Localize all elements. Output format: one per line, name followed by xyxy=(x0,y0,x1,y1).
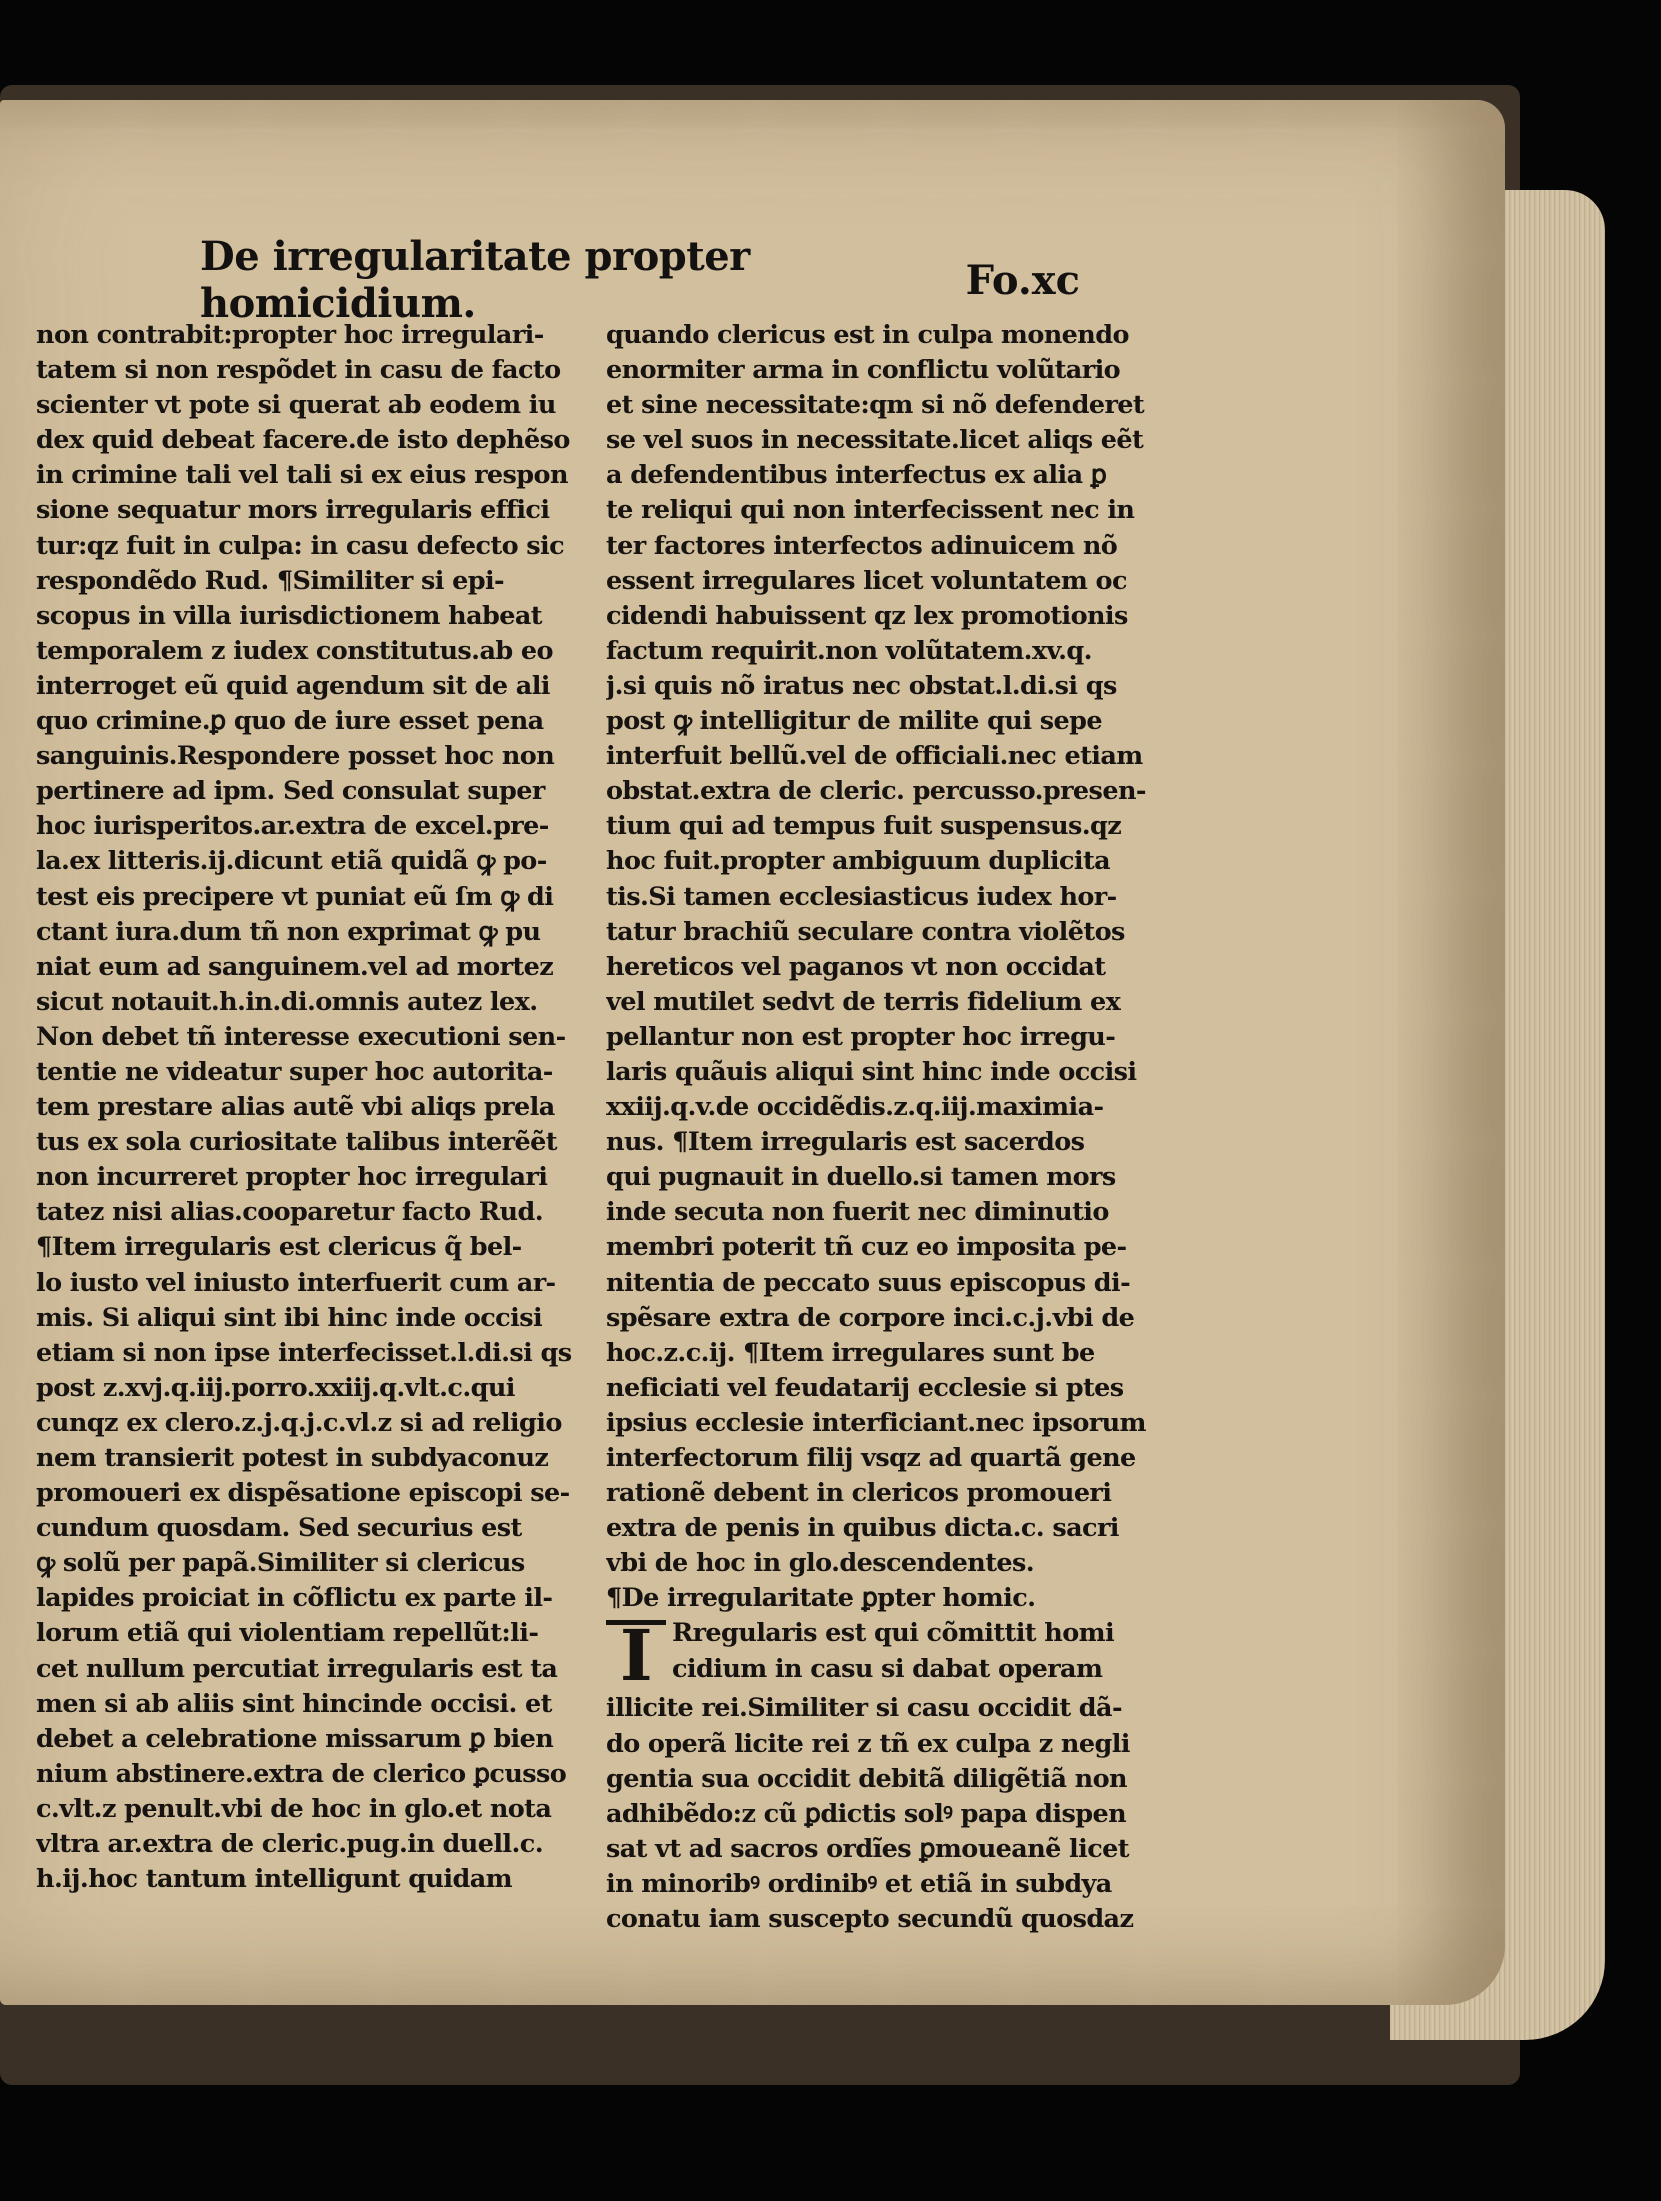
text-line: do operã licite rei z tñ ex culpa z negli xyxy=(606,1728,1130,1759)
text-line: interfuit bellũ.vel de officiali.nec etiam xyxy=(606,741,1143,772)
text-line: ꝙ solũ per papã.Similiter si clericus xyxy=(36,1548,525,1579)
initial-letter: I xyxy=(606,1620,666,1691)
text-line: enormiter arma in conflictu volũtario xyxy=(606,355,1121,386)
text-line: non contrabit:propter hoc irregulari- xyxy=(36,320,544,350)
text-line: tus ex sola curiositate talibus interẽẽt xyxy=(36,1127,557,1158)
text-line: nus. ¶Item irregularis est sacerdos xyxy=(606,1127,1085,1158)
text-line: respondẽdo Rud. ¶Similiter si epi- xyxy=(36,565,505,596)
text-line: in crimine tali vel tali si ex eius respon xyxy=(36,460,568,491)
text-line: ter factores interfectos adinuicem nõ xyxy=(606,530,1118,561)
text-line: cunqz ex clero.z.j.q.j.c.vl.z si ad religio xyxy=(36,1407,562,1438)
text-line: scopus in villa iurisdictionem habeat xyxy=(36,600,542,631)
text-line: laris quãuis aliqui sint hinc inde occisi xyxy=(606,1056,1137,1087)
text-line: sione sequatur mors irregularis effici xyxy=(36,495,550,526)
text-line: niat eum ad sanguinem.vel ad mortez xyxy=(36,951,554,982)
text-line: vltra ar.extra de cleric.pug.in duell.c. xyxy=(36,1829,543,1860)
text-line: rationẽ debent in clericos promoueri xyxy=(606,1478,1112,1509)
running-title: De irregularitate propter homicidium. xyxy=(200,233,750,327)
section-heading: ¶De irregularitate ꝑpter homic. xyxy=(606,1583,1036,1614)
text-line: se vel suos in necessitate.licet aliqs eẽt xyxy=(606,425,1144,456)
text-line: spẽsare extra de corpore inci.c.j.vbi de xyxy=(606,1302,1135,1333)
text-line: tatem si non respõdet in casu de facto xyxy=(36,355,561,386)
text-line: tium qui ad tempus fuit suspensus.qz xyxy=(606,811,1122,842)
text-line: vel mutilet sedvt de terris fidelium ex xyxy=(606,986,1121,1017)
text-line: interfectorum filij vsqz ad quartã gene xyxy=(606,1443,1136,1473)
text-line: et sine necessitate:qm si nõ defenderet xyxy=(606,390,1145,421)
initial-paragraph xyxy=(606,1614,1166,1698)
text-line: lapides proiciat in cõflictu ex parte il- xyxy=(36,1583,553,1614)
text-line: qui pugnauit in duello.si tamen mors xyxy=(606,1162,1116,1193)
text-line: promoueri ex dispẽsatione episcopi se- xyxy=(36,1478,570,1509)
text-line: ipsius ecclesie interficiant.nec ipsorum xyxy=(606,1407,1146,1438)
text-line: neficiati vel feudatarij ecclesie si ptes xyxy=(606,1372,1124,1403)
text-line: temporalem z iudex constitutus.ab eo xyxy=(36,635,553,666)
text-line: factum requirit.non volũtatem.xv.q. xyxy=(606,635,1092,666)
text-line: tis.Si tamen ecclesiasticus iudex hor- xyxy=(606,881,1117,912)
text-line: nitentia de peccato suus episcopus di- xyxy=(606,1267,1131,1298)
text-line: post z.xvj.q.iij.porro.xxiij.q.vlt.c.qui xyxy=(36,1372,515,1403)
text-line: obstat.extra de cleric. percusso.presen- xyxy=(606,776,1146,807)
text-line: a defendentibus interfectus ex alia ꝑ xyxy=(606,460,1107,491)
text-line: h.ij.hoc tantum intelligunt quidam xyxy=(36,1864,513,1895)
text-line: quo crimine.ꝑ quo de iure esset pena xyxy=(36,706,544,737)
text-line: Rregularis est qui cõmittit homi xyxy=(672,1618,1115,1649)
text-line: Non debet tñ interesse executioni sen- xyxy=(36,1021,566,1052)
text-line: hoc fuit.propter ambiguum duplicita xyxy=(606,846,1111,877)
text-line: tem prestare alias autẽ vbi aliqs prela xyxy=(36,1092,555,1123)
text-line: cidium in casu si dabat operam xyxy=(672,1653,1103,1684)
text-line: ctant iura.dum tñ non exprimat ꝙ pu xyxy=(36,916,541,947)
text-line: etiam si non ipse interfecisset.l.di.si qs xyxy=(36,1337,572,1368)
text-line: tatur brachiũ seculare contra violẽtos xyxy=(606,916,1125,947)
text-line: debet a celebratione missarum ꝑ bien xyxy=(36,1723,554,1754)
text-line: illicite rei.Similiter si casu occidit dã- xyxy=(606,1693,1122,1724)
left-column xyxy=(36,318,596,1918)
text-line: hoc.z.c.ij. ¶Item irregulares sunt be xyxy=(606,1337,1095,1368)
text-line: membri poterit tñ cuz eo imposita pe- xyxy=(606,1232,1127,1263)
text-line: extra de penis in quibus dicta.c. sacri xyxy=(606,1513,1119,1544)
text-line: te reliqui qui non interfecissent nec in xyxy=(606,495,1135,526)
text-line: lo iusto vel iniusto interfuerit cum ar- xyxy=(36,1267,556,1298)
text-line: conatu iam suscepto secundũ quosdaz xyxy=(606,1904,1134,1935)
text-line: c.vlt.z penult.vbi de hoc in glo.et nota xyxy=(36,1793,552,1824)
text-line: tatez nisi alias.cooparetur facto Rud. xyxy=(36,1197,543,1228)
text-line: dex quid debeat facere.de isto dephẽso xyxy=(36,425,570,456)
text-line: in minoribꝰ ordinibꝰ et etiã in subdya xyxy=(606,1868,1112,1899)
text-line: tentie ne videatur super hoc autorita- xyxy=(36,1056,553,1087)
text-line: la.ex litteris.ij.dicunt etiã quidã ꝙ po- xyxy=(36,846,547,877)
text-line: cundum quosdam. Sed securius est xyxy=(36,1513,522,1544)
text-line: sanguinis.Respondere posset hoc non xyxy=(36,741,555,772)
text-line: tur:qz fuit in culpa: in casu defecto sic xyxy=(36,530,565,561)
text-line: scienter vt pote si querat ab eodem iu xyxy=(36,390,556,421)
text-line: gentia sua occidit debitã diligẽtiã non xyxy=(606,1763,1127,1794)
text-line: essent irregulares licet voluntatem oc xyxy=(606,565,1127,596)
text-line: interroget eũ quid agendum sit de ali xyxy=(36,670,550,701)
text-line: cidendi habuissent qz lex promotionis xyxy=(606,600,1128,631)
text-line: adhibẽdo:z cũ ꝑdictis solꝰ papa dispen xyxy=(606,1798,1127,1829)
text-line: cet nullum percutiat irregularis est ta xyxy=(36,1653,558,1684)
text-line: mis. Si aliqui sint ibi hinc inde occisi xyxy=(36,1302,543,1333)
text-line: test eis precipere vt puniat eũ ſm ꝙ di xyxy=(36,881,554,912)
page-header xyxy=(200,233,1080,327)
text-line: non incurreret propter hoc irregulari xyxy=(36,1162,548,1193)
text-line: lorum etiã qui violentiam repellũt:li- xyxy=(36,1618,539,1649)
text-line: men si ab aliis sint hincinde occisi. et xyxy=(36,1688,552,1719)
text-line: nem transierit potest in subdyaconuz xyxy=(36,1443,549,1473)
text-line: pellantur non est propter hoc irregu- xyxy=(606,1021,1116,1052)
right-column xyxy=(606,318,1166,1935)
text-line: ¶Item irregularis est clericus q̃ bel- xyxy=(36,1232,522,1263)
text-line: sat vt ad sacros ordĩes ꝑmoueanẽ licet xyxy=(606,1833,1129,1864)
folio-number: Fo.xc xyxy=(965,256,1080,304)
text-line: sicut notauit.h.in.di.omnis autez lex. xyxy=(36,986,538,1017)
text-line: quando clericus est in culpa monendo xyxy=(606,320,1129,350)
text-line: hoc iurisperitos.ar.extra de excel.pre- xyxy=(36,811,549,842)
text-line: hereticos vel paganos vt non occidat xyxy=(606,951,1106,982)
text-line: vbi de hoc in glo.descendentes. xyxy=(606,1548,1035,1579)
text-line: xxiij.q.v.de occidẽdis.z.q.iij.maximia- xyxy=(606,1092,1104,1123)
text-line: pertinere ad ipm. Sed consulat super xyxy=(36,776,545,807)
text-line: j.si quis nõ iratus nec obstat.l.di.si qs xyxy=(606,670,1117,701)
text-line: post ꝙ intelligitur de milite qui sepe xyxy=(606,706,1102,737)
text-line: inde secuta non fuerit nec diminutio xyxy=(606,1197,1109,1228)
text-line: nium abstinere.extra de clerico ꝑcusso xyxy=(36,1758,567,1789)
